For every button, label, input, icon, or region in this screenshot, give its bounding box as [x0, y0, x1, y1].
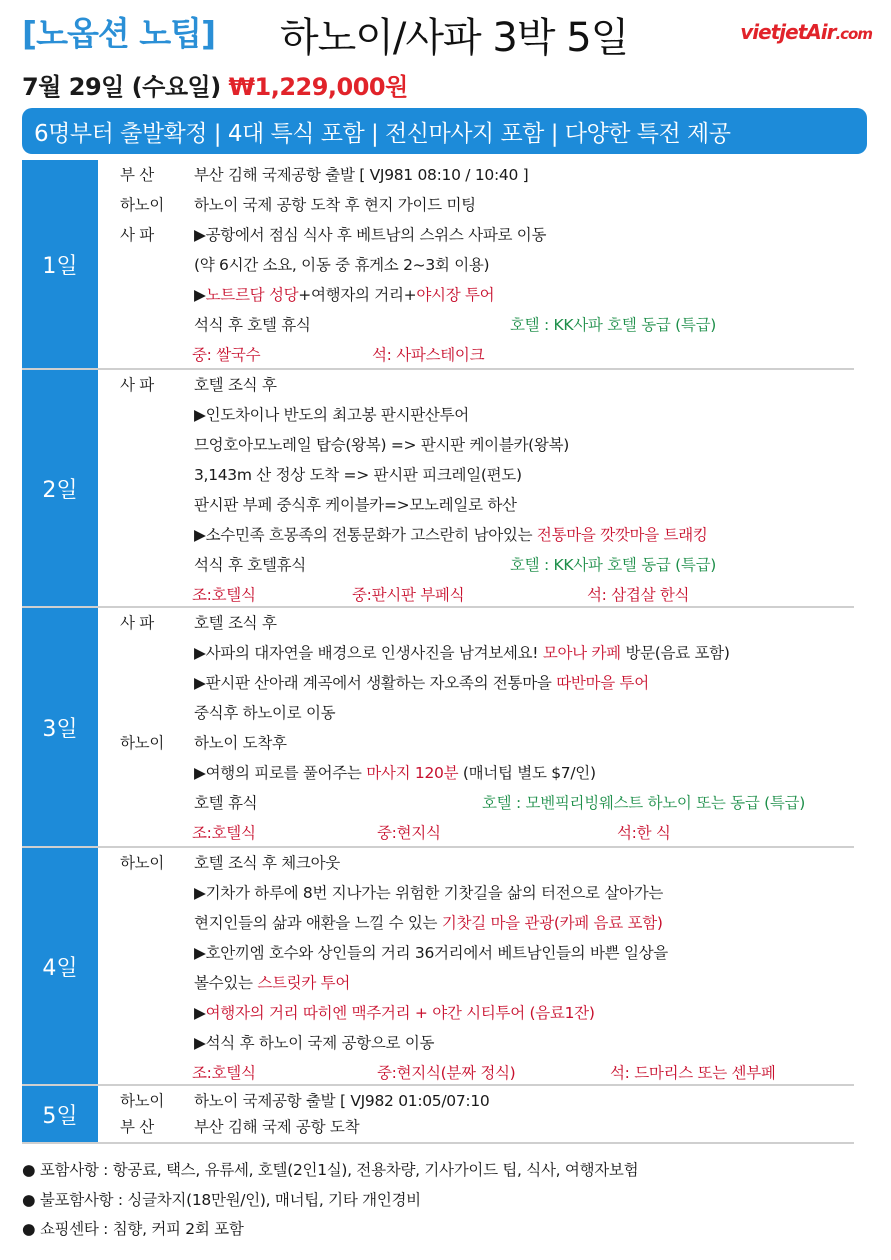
line-text: (약 6시간 소요, 이동 중 휴게소 2~3회 이용): [194, 256, 490, 274]
itinerary-line: [194, 851, 340, 873]
line-text: 석식 후 호텔휴식: [194, 556, 306, 574]
meal-info: 중:현지식(분짜 정식): [377, 1064, 516, 1082]
logo-suffix: .com: [835, 25, 872, 43]
line-text: 호텔 조식 후 체크아웃: [194, 854, 340, 872]
line-text: 현지인들의 삶과 애환을 느낄 수 있는: [194, 914, 442, 932]
line-text: 호텔 휴식: [194, 794, 258, 812]
note-item: ● 불포함사항 : 싱글차지(18만원/인), 매너팁, 기타 개인경비: [22, 1191, 421, 1209]
highlight-text: 마사지 120분: [366, 764, 459, 782]
hotel-info: 호텔 : KK사파 호텔 동급 (특급): [510, 316, 717, 334]
location-label: 부 산: [120, 166, 154, 184]
itinerary-line: [194, 971, 350, 993]
line-text: 하노이 국제공항 출발 [ VJ982 01:05/07:10: [194, 1092, 490, 1110]
line-text: ▶석식 후 하노이 국제 공항으로 이동: [194, 1034, 435, 1052]
location-label: 부 산: [120, 1118, 154, 1136]
itinerary-line: [194, 761, 596, 783]
itinerary-line: [194, 463, 522, 485]
highlight-text: 기찻길 마을 관광(카페 음료 포함): [441, 914, 663, 932]
line-text: 중식후 하노이로 이동: [194, 704, 336, 722]
logo-main: vietjetAir: [740, 20, 836, 44]
line-text: ▶소수민족 흐몽족의 전통문화가 고스란히 남아있는: [194, 526, 537, 544]
departure-date: 7월 29일 (수요일): [22, 73, 221, 101]
meal-info: 석: 드마리스 또는 센부페: [610, 1064, 776, 1082]
location-label: 하노이: [120, 734, 165, 752]
highlight-text: 따반마을 투어: [556, 674, 649, 692]
day-block: [22, 160, 854, 370]
itinerary-line: [194, 791, 257, 813]
itinerary-line: [194, 641, 730, 663]
line-text: 방문(음료 포함): [620, 644, 730, 662]
itinerary-line: [194, 881, 663, 903]
location-label: 사 파: [120, 614, 154, 632]
line-text: 석식 후 호텔 휴식: [194, 316, 311, 334]
meal-info: 중: 쌀국수: [192, 346, 261, 364]
meal-info: 석:한 식: [617, 824, 671, 842]
day-block: [22, 370, 854, 608]
line-text: ▶기차가 하루에 8번 지나가는 위험한 기찻길을 삶의 터전으로 살아가는: [194, 884, 664, 902]
itinerary-line: [194, 253, 489, 275]
itinerary-line: [194, 611, 277, 633]
day-label: 3일: [22, 608, 98, 846]
day-label: 5일: [22, 1086, 98, 1142]
location-label: 사 파: [120, 226, 154, 244]
line-text: 호텔 조식 후: [194, 614, 277, 632]
feature-banner: 6명부터 출발확정 | 4대 특식 포함 | 전신마사지 포함 | 다양한 특전 제공: [22, 108, 867, 154]
brand-label: [노옵션 노팁]: [22, 14, 216, 53]
itinerary-line: [194, 313, 311, 335]
line-text: ▶인도차이나 반도의 최고봉 판시판산투어: [194, 406, 469, 424]
itinerary-line: [194, 193, 476, 215]
line-text: 부산 김해 국제공항 출발 [ VJ981 08:10 / 10:40 ]: [194, 166, 529, 184]
location-label: 하노이: [120, 196, 165, 214]
highlight-text: 전통마을 깟깟마을 트래킹: [536, 526, 708, 544]
highlight-text: 모아나 카페: [542, 644, 621, 662]
line-text: 볼수있는: [194, 974, 258, 992]
location-label: 하노이: [120, 1092, 165, 1110]
itinerary-line: [194, 553, 306, 575]
meal-info: 조:호텔식: [192, 1064, 256, 1082]
hotel-info: 호텔 : KK사파 호텔 동급 (특급): [510, 556, 717, 574]
location-label: 사 파: [120, 376, 154, 394]
itinerary-line: [194, 523, 708, 545]
itinerary-line: [194, 223, 546, 245]
line-text: ▶: [194, 1004, 206, 1022]
line-text: 판시판 부페 중식후 케이블카=>모노레일로 하산: [194, 496, 517, 514]
meal-info: 석: 사파스테이크: [372, 346, 485, 364]
meal-info: 석: 삼겹살 한식: [587, 586, 690, 604]
day-label: 1일: [22, 160, 98, 368]
itinerary-line: [194, 731, 287, 753]
line-text: 므엉호아모노레일 탑승(왕복) => 판시판 케이블카(왕복): [194, 436, 570, 454]
meal-info: 중:현지식: [377, 824, 441, 842]
line-text: 호텔 조식 후: [194, 376, 277, 394]
itinerary-line: [194, 671, 649, 693]
itinerary-line: [194, 941, 668, 963]
line-text: 부산 김해 국제 공항 도착: [194, 1118, 360, 1136]
meal-info: 조:호텔식: [192, 586, 256, 604]
itinerary-line: [194, 701, 335, 723]
line-text: ▶호안끼엠 호수와 상인들의 거리 36거리에서 베트남인들의 바쁜 일상을: [194, 944, 668, 962]
hotel-info: 호텔 : 모벤픽리빙웨스트 하노이 또는 동급 (특급): [482, 794, 805, 812]
day-block: [22, 848, 854, 1086]
meal-info: 조:호텔식: [192, 824, 256, 842]
line-text: 하노이 도착후: [194, 734, 287, 752]
day-label: 4일: [22, 848, 98, 1084]
highlight-text: 여행자의 거리 따히엔 맥주거리 + 야간 시티투어 (음료1잔): [205, 1004, 595, 1022]
line-text: 3,143m 산 정상 도착 => 판시판 피크레일(편도): [194, 466, 522, 484]
note-item: ● 포함사항 : 항공료, 택스, 유류세, 호텔(2인1실), 전용차량, 기사가이드 팁, 식사, 여행자보험: [22, 1161, 639, 1179]
highlight-text: 스트릿카 투어: [257, 974, 350, 992]
tour-price: ₩1,229,000원: [228, 73, 408, 101]
line-text: ▶여행의 피로를 풀어주는: [194, 764, 367, 782]
itinerary-line: [194, 1031, 434, 1053]
itinerary-line: [194, 403, 469, 425]
itinerary-line: [194, 433, 569, 455]
line-text: ▶사파의 대자연을 배경으로 인생사진을 남겨보세요!: [194, 644, 543, 662]
location-label: 하노이: [120, 854, 165, 872]
line-text: (매너팁 별도 $7/인): [458, 764, 596, 782]
date-price-line: [22, 67, 408, 102]
line-text: ▶공항에서 점심 식사 후 베트남의 스위스 사파로 이동: [194, 226, 547, 244]
highlight-text: 노트르담 성당: [205, 286, 299, 304]
day-block: [22, 608, 854, 848]
header: [22, 6, 872, 66]
itinerary-line: [194, 1089, 489, 1111]
vietjet-logo: [740, 20, 872, 44]
highlight-text: 야시장 투어: [416, 286, 495, 304]
itinerary-line: [194, 1001, 595, 1023]
day-label: 2일: [22, 370, 98, 606]
line-text: +여행자의 거리+: [298, 286, 417, 304]
itinerary-line: [194, 373, 277, 395]
itinerary-line: [194, 911, 663, 933]
meal-info: 중:판시판 부페식: [352, 586, 465, 604]
itinerary-line: [194, 283, 494, 305]
itinerary-line: [194, 1115, 359, 1137]
note-item: ● 쇼핑센타 : 침향, 커피 2회 포함: [22, 1220, 244, 1238]
line-text: 하노이 국제 공항 도착 후 현지 가이드 미팅: [194, 196, 476, 214]
line-text: ▶판시판 산아래 계곡에서 생활하는 자오족의 전통마을: [194, 674, 557, 692]
line-text: ▶: [194, 286, 206, 304]
page-title: 하노이/사파 3박 5일: [280, 15, 629, 61]
itinerary-line: [194, 163, 528, 185]
itinerary-line: [194, 493, 517, 515]
day-block: [22, 1086, 854, 1144]
